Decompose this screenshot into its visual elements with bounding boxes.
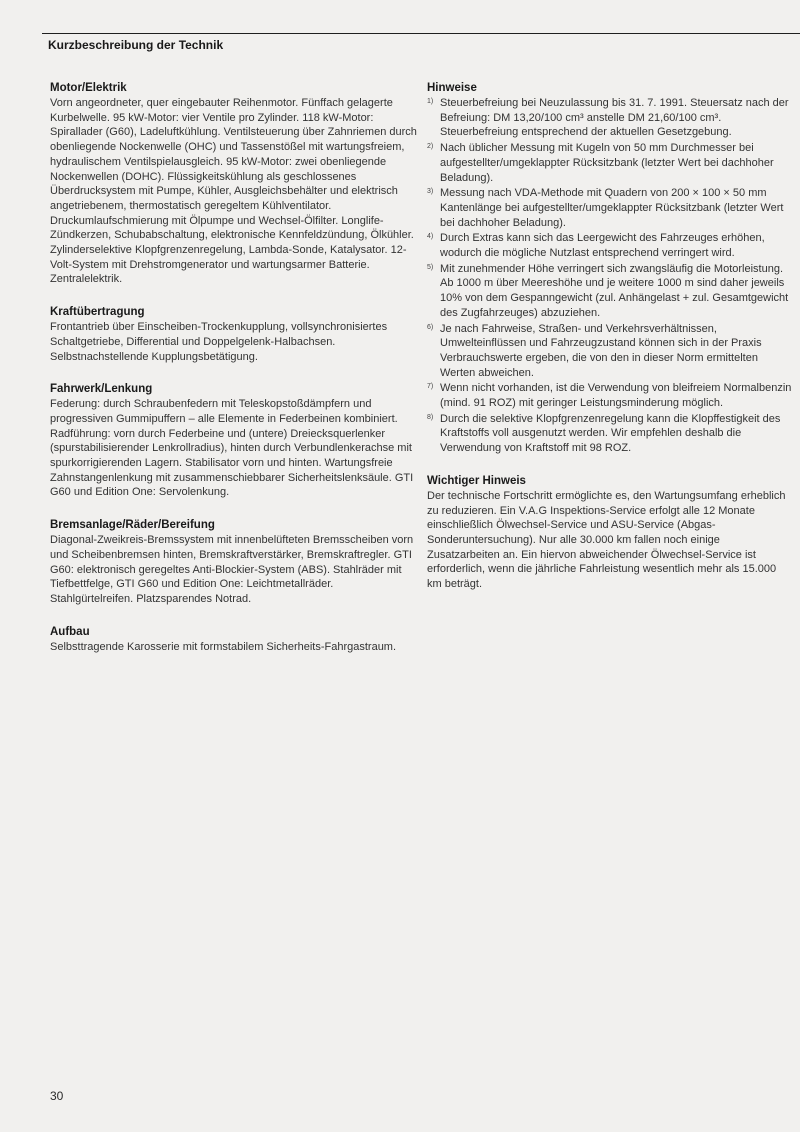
footnote-marker: 4)	[427, 233, 434, 241]
section-body: Der technische Fortschritt ermöglichte es, den Wartungsumfang erheblich zu reduzieren. Ein V.A.G Inspektions-Service erfolgt alle 12 Monate einschließlich Ölwechsel-Service und ASU-Service (Abgas-Sonderuntersuchung). Nur alle 30.000 km fallen noch einige Zusatzarbeiten an. Ein hiervon abweichender Ölwechsel-Service ist erforderlich, wenn die jährliche Fahrleistung wesentlich mehr als 15.000 km beträgt.	[427, 489, 786, 591]
section-body: Selbsttragende Karosserie mit formstabilem Sicherheits-Fahrgastraum.	[50, 640, 397, 653]
section-fahrwerk-lenkung	[50, 381, 418, 500]
footnote-text: Mit zunehmender Höhe verringert sich zwangsläufig die Motorleistung. Ab 1000 m über Meereshöhe und je weitere 1000 m sind daher jeweils 10% von dem Gespanngewicht (zul. Anhängelast + zul. Gesamtgewicht des Zugfahrzeuges) abzuziehen.	[440, 262, 789, 319]
footnote-item	[427, 231, 793, 260]
footnote-item	[427, 381, 793, 410]
footnote-marker: 1)	[427, 98, 434, 105]
section-heading: Aufbau	[50, 625, 90, 638]
footnote-marker: 7)	[427, 383, 434, 391]
section-aufbau	[50, 624, 418, 655]
section-heading: Wichtiger Hinweis	[427, 474, 526, 487]
footnote-item	[427, 322, 793, 381]
section-hinweise	[427, 80, 793, 456]
section-heading: Motor/Elektrik	[50, 82, 127, 94]
footnote-item	[427, 262, 793, 321]
section-heading: Hinweise	[427, 82, 477, 94]
section-body: Vorn angeordneter, quer eingebauter Reihenmotor. Fünffach gelagerte Kurbelwelle. 95 kW-Motor: vier Ventile pro Zylinder. 118 kW-Motor: Spirallader (G60), Ladeluftkühlung. Ventilsteuerung über Zahnriemen durch obenliegende Nockenwelle (OHC) und Tassenstößel mit wartungsfreiem, hydraulischem Ventilspielausgleich. 95 kW-Motor: zwei obenliegende Nockenwellen (DOHC). Flüssigkeitskühlung als geschlossenes Überdrucksystem mit Pumpe, Kühler, Ausgleichsbehälter und elektrisch angetriebenem, thermostatisch geregeltem Kühlventilator. Druckumlaufschmierung mit Ölpumpe und Wechsel-Ölfilter. Longlife-Zündkerzen, Schubabschaltung, elektronische Kennfeldzündung, Ölkühler. Zylinderselektive Klopfgrenzenregelung, Lambda-Sonde, Katalysator. 12-Volt-System mit Drehstromgenerator und wartungsarmer Batterie. Zentralelektrik.	[50, 97, 417, 286]
footnote-text: Je nach Fahrweise, Straßen- und Verkehrsverhältnissen, Umwelteinflüssen und Fahrzeugzustand können sich in der Praxis Verbrauchswerte ergeben, die von den in dieser Norm ermittelten Werten abweichen.	[440, 322, 762, 379]
section-body: Diagonal-Zweikreis-Bremssystem mit innenbelüfteten Bremsscheiben vorn und Scheibenbremsen hinten, Bremskraftverstärker, Bremskraftregler. GTI G60: elektronisch geregeltes Anti-Blockier-System (ABS). Stahlräder mit Tiefbettfelge, GTI G60 und Edition One: Leichtmetallräder. Stahlgürtelreifen. Platzsparendes Notrad.	[50, 534, 414, 605]
section-kraftuebertragung	[50, 304, 418, 364]
footnote-item	[427, 412, 793, 456]
footnote-item	[427, 141, 793, 185]
footnote-marker: 3)	[427, 188, 434, 196]
footnote-text: Nach üblicher Messung mit Kugeln von 50 mm Durchmesser bei aufgestellter/umgeklappter Rücksitzbank (letzter Wert bei dachhoher Beladung).	[440, 142, 774, 184]
section-body: Frontantrieb über Einscheiben-Trockenkupplung, vollsynchronisiertes Schaltgetriebe, Differential und Doppelgelenk-Halbachsen. Selbstnachstellende Kupplungsbetätigung.	[50, 321, 388, 363]
section-heading: Kraftübertragung	[50, 306, 145, 319]
footnote-marker: 2)	[427, 143, 434, 151]
footnote-text: Wenn nicht vorhanden, ist die Verwendung von bleifreiem Normalbenzin (mind. 91 ROZ) mit geringer Leistungsminderung möglich.	[440, 382, 792, 410]
footnote-item	[427, 96, 793, 140]
page-number: 30	[50, 1089, 64, 1103]
left-column	[50, 80, 418, 671]
footnote-marker: 8)	[427, 413, 434, 421]
footnote-list	[427, 96, 793, 456]
footnote-item	[427, 186, 793, 230]
footnote-text: Messung nach VDA-Methode mit Quadern von 200 × 100 × 50 mm Kantenlänge bei aufgestellter/umgeklappter Rücksitzbank (letzter Wert bei dachhoher Beladung).	[440, 187, 784, 229]
page-title: Kurzbeschreibung der Technik	[48, 38, 224, 52]
footnote-marker: 5)	[427, 263, 434, 271]
footnote-text: Durch Extras kann sich das Leergewicht des Fahrzeuges erhöhen, wodurch die mögliche Nutzlast entsprechend verringert wird.	[440, 232, 765, 260]
footnote-text: Steuerbefreiung bei Neuzulassung bis 31. 7. 1991. Steuersatz nach der Befreiung: DM 13,20/100 cm³ anstelle DM 21,60/100 cm³. Steuerbefreiung entsprechend der aktuellen Gesetzgebung.	[440, 97, 789, 139]
footnote-text: Durch die selektive Klopfgrenzenregelung kann die Klopffestigkeit des Kraftstoffs voll ausgenutzt werden. Wir empfehlen deshalb die Verwendung von Kraftstoff mit 98 ROZ.	[440, 412, 781, 455]
footnote-marker: 6)	[427, 323, 434, 331]
section-motor-elektrik	[50, 80, 418, 287]
section-wichtiger-hinweis	[427, 473, 793, 592]
right-column	[427, 80, 793, 609]
section-body: Federung: durch Schraubenfedern mit Teleskopstoßdämpfern und progressiven Gummipuffern – alle Elemente in Federbeinen kombiniert. Radführung: vorn durch Federbeine und (untere) Dreiecksquerlenker (spurstabilisierender Lenkrollradius), hinten durch Verbundlenkerachse mit spurkorrigierenden Lagern. Stabilisator vorn und hinten. Wartungsfreie Zahnstangenlenkung mit zusammenschiebbarer Sicherheitslenksäule. GTI G60 und Edition One: Servolenkung.	[50, 398, 414, 499]
header-rule	[42, 33, 800, 34]
section-bremsanlage	[50, 517, 418, 607]
section-heading: Bremsanlage/Räder/Bereifung	[50, 519, 215, 532]
section-heading: Fahrwerk/Lenkung	[50, 383, 153, 396]
